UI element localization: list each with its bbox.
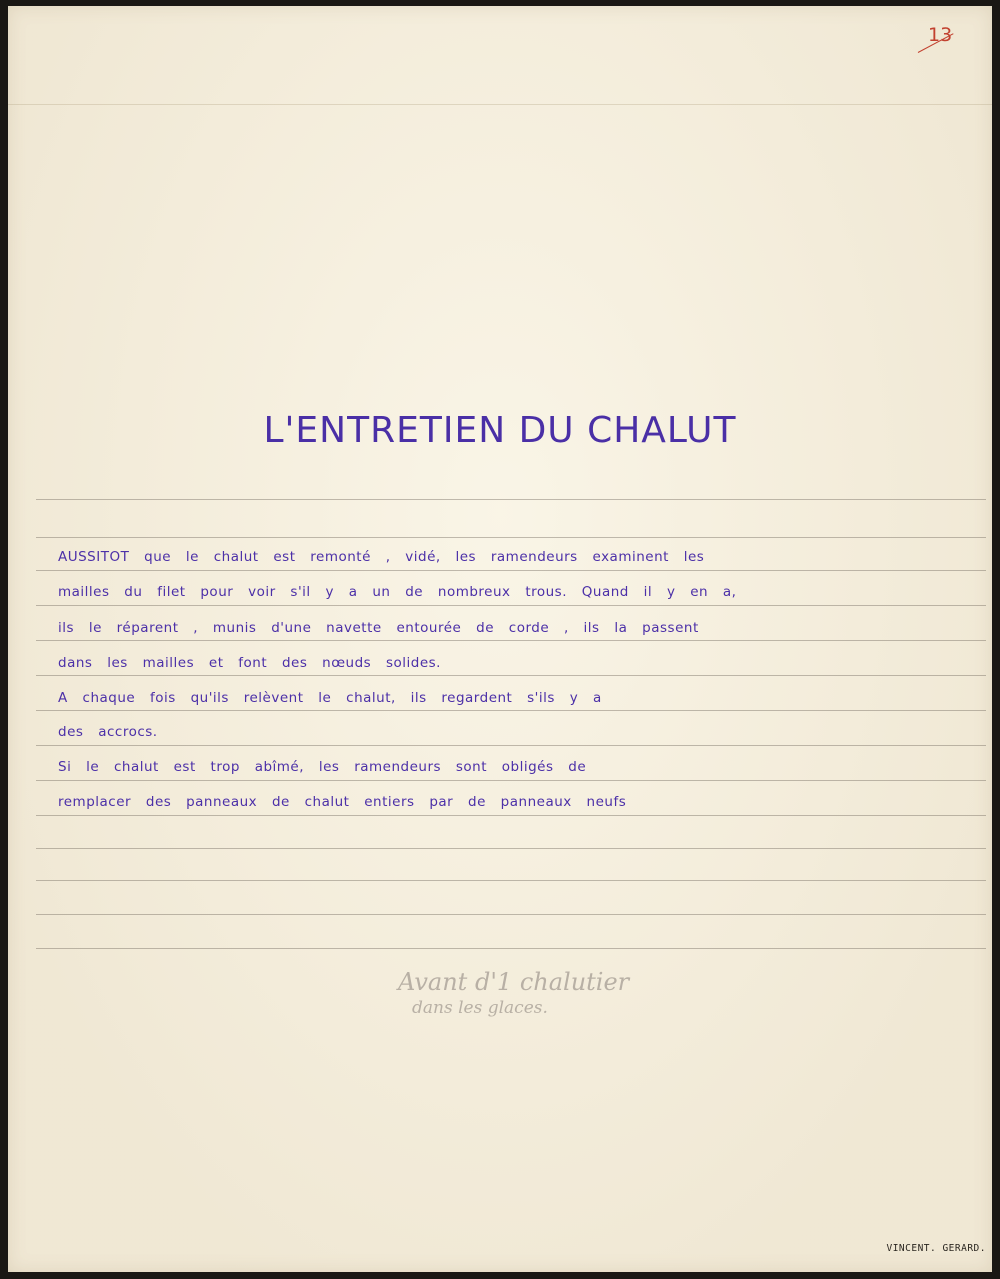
ruled-line <box>36 537 986 538</box>
ruled-line <box>36 848 986 849</box>
ruled-line <box>36 710 986 711</box>
text-line: mailles du filet pour voir s'il y a un de nombreux trous. Quand il y en a, <box>58 584 737 600</box>
text-line: AUSSITOT que le chalut est remonté , vidé, les ramendeurs examinent les <box>58 549 705 565</box>
ruled-line <box>36 499 986 500</box>
ruled-line <box>36 880 986 881</box>
ruled-line <box>36 815 986 816</box>
text-line: dans les mailles et font des nœuds solides. <box>58 655 441 671</box>
text-line: Si le chalut est trop abîmé, les ramendeurs sont obligés de <box>58 759 587 775</box>
text-line: remplacer des panneaux de chalut entiers par de panneaux neufs <box>58 794 627 810</box>
ruled-line <box>36 745 986 746</box>
pencil-annotation-line: Avant d'1 chalutier <box>398 968 630 996</box>
ruled-line <box>36 640 986 641</box>
page-number-text: 13 <box>928 24 953 46</box>
pencil-annotation-line: dans les glaces. <box>412 998 548 1018</box>
ruled-line <box>36 914 986 915</box>
ruled-line <box>36 780 986 781</box>
pencil-annotation <box>398 968 629 1018</box>
text-line: des accrocs. <box>58 724 158 740</box>
ruled-line <box>36 570 986 571</box>
text-line: A chaque fois qu'ils relèvent le chalut, ils regardent s'ils y a <box>58 690 602 706</box>
ruled-line <box>36 605 986 606</box>
ruled-line <box>36 675 986 676</box>
text-line: ils le réparent , munis d'une navette entourée de corde , ils la passent <box>58 620 699 636</box>
page-title: L'ENTRETIEN DU CHALUT <box>263 410 737 451</box>
author-signature: VINCENT. GERARD. <box>886 1243 986 1254</box>
ruled-line <box>36 948 986 949</box>
